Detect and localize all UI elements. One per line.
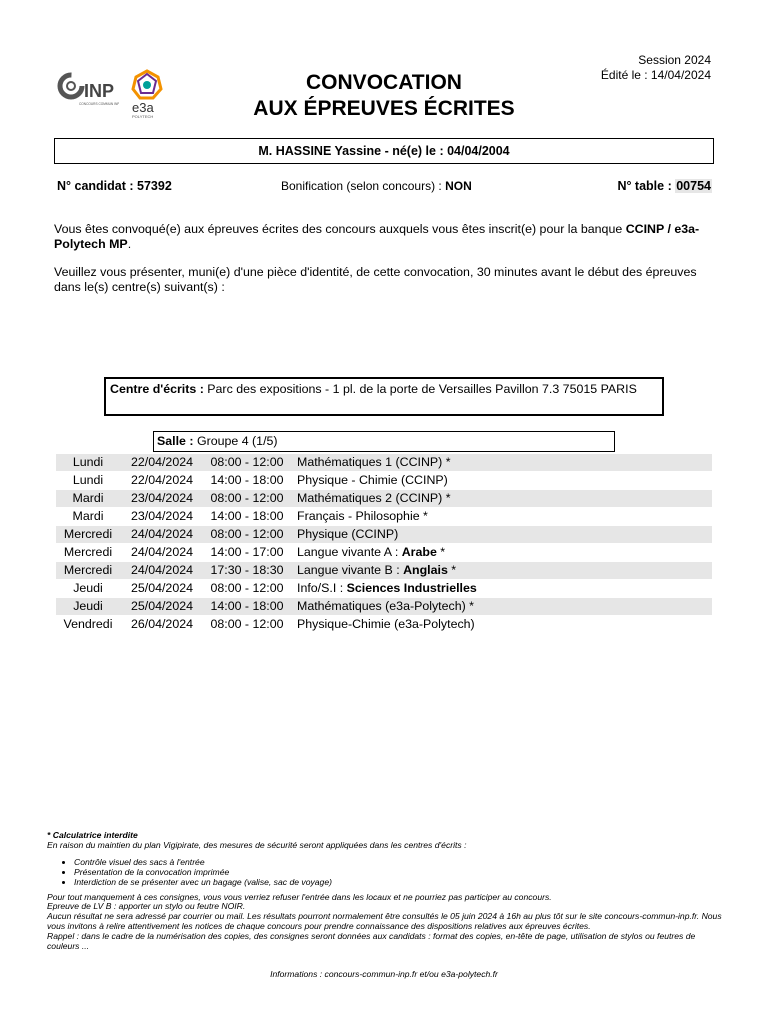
exam-subject-text: Mathématiques (e3a-Polytech) * xyxy=(297,599,474,613)
exam-subject-text: Langue vivante B : xyxy=(297,563,404,577)
page-title xyxy=(200,70,568,122)
exam-subject xyxy=(297,616,475,633)
lvb-note: Epreuve de LV B : apporter un stylo ou feutre NOIR. xyxy=(47,901,246,912)
intro-text: Vous êtes convoqué(e) aux épreuves écrites des concours auxquels vous êtes inscrit(e) pour la banque xyxy=(54,222,626,236)
exam-day: Vendredi xyxy=(63,617,113,631)
exam-time: 17:30 - 18:30 xyxy=(210,563,284,577)
exam-schedule xyxy=(56,454,712,634)
exam-date: 24/04/2024 xyxy=(130,563,193,577)
exam-time: 14:00 - 18:00 xyxy=(210,473,284,487)
room-value: Groupe 4 (1/5) xyxy=(196,434,278,448)
exam-subject xyxy=(297,490,451,507)
inp-logo-text: INP xyxy=(84,81,115,101)
exam-day: Jeudi xyxy=(73,581,103,595)
exam-subject-text: Physique-Chimie (e3a-Polytech) xyxy=(297,617,475,631)
table-row xyxy=(56,490,712,508)
bank-name: CCINP / e3a-Polytech MP xyxy=(54,222,700,251)
e3a-logo-text: e3a xyxy=(132,100,154,115)
exam-subject xyxy=(297,508,428,525)
session-label: Session 2024 xyxy=(638,53,711,67)
footer-info: Informations : concours-commun-inp.fr et/ou e3a-polytech.fr xyxy=(270,969,498,979)
table-number-value: 00754 xyxy=(676,179,711,193)
intro-end: . xyxy=(127,237,132,251)
exam-day: Mercredi xyxy=(63,545,113,559)
exam-date: 23/04/2024 xyxy=(130,491,193,505)
exam-subject xyxy=(297,454,451,471)
room-box xyxy=(153,431,615,452)
table-row xyxy=(56,454,712,472)
table-row xyxy=(56,580,712,598)
title-line-2: AUX ÉPREUVES ÉCRITES xyxy=(253,97,515,120)
exam-subject-text: Mathématiques 2 (CCINP) * xyxy=(297,491,451,505)
table-row xyxy=(56,562,712,580)
candidate-number-value: 57392 xyxy=(137,179,172,193)
exam-subject-emphasis: Anglais xyxy=(403,563,448,577)
exam-date: 22/04/2024 xyxy=(130,455,193,469)
vigipirate-note: En raison du maintien du plan Vigipirate, des mesures de sécurité seront appliquées dans les centres d'écrits : xyxy=(47,839,467,850)
table-row xyxy=(56,616,712,634)
exam-subject-text: Mathématiques 1 (CCINP) * xyxy=(297,455,451,469)
reminder-note: Rappel : dans le cadre de la numérisation des copies, des consignes seront données aux candidats : format des copies, en-tête de page, utilisation de stylos ou feutres de couleurs ... xyxy=(47,930,696,951)
exam-date: 25/04/2024 xyxy=(130,581,193,595)
inp-logo-subtext: CONCOURS COMMUN INP xyxy=(79,102,119,106)
title-line-1: CONVOCATION xyxy=(306,71,462,94)
ccinp-logo xyxy=(57,70,119,118)
exam-subject-text: Physique - Chimie (CCINP) xyxy=(297,473,448,487)
candidate-info-row xyxy=(57,179,712,197)
exam-day: Jeudi xyxy=(73,599,103,613)
exam-day: Mardi xyxy=(72,491,104,505)
room-label: Salle : xyxy=(157,434,197,448)
exam-time: 08:00 - 12:00 xyxy=(210,455,284,469)
security-list xyxy=(74,857,727,887)
table-number-label: N° table : xyxy=(617,179,676,193)
table-row xyxy=(56,526,712,544)
exam-day: Lundi xyxy=(72,473,104,487)
list-item: • Présentation de la convocation imprimée xyxy=(74,867,727,877)
exam-date: 26/04/2024 xyxy=(130,617,193,631)
e3a-polytech-logo xyxy=(128,68,166,120)
intro-paragraph-1 xyxy=(54,222,714,252)
e3a-logo-subtext: POLYTECH xyxy=(132,114,154,119)
exam-time: 08:00 - 12:00 xyxy=(210,581,284,595)
session-info xyxy=(601,53,711,83)
refusal-note: Pour tout manquement à ces consignes, vous vous verriez refuser l'entrée dans les locaux et ne pourriez pas participer au concours. xyxy=(47,891,552,902)
exam-day: Mercredi xyxy=(63,527,113,541)
exam-subject-text: Langue vivante A : xyxy=(297,545,402,559)
exam-subject-text: Français - Philosophie * xyxy=(297,509,428,523)
table-row xyxy=(56,472,712,490)
exam-subject-text: Physique (CCINP) xyxy=(297,527,399,541)
edited-date: Édité le : 14/04/2024 xyxy=(600,68,711,82)
bonus-info xyxy=(281,179,472,193)
candidate-name-box: M. HASSINE Yassine - né(e) le : 04/04/2004 xyxy=(54,138,714,164)
results-note: Aucun résultat ne sera adressé par courrier ou mail. Les résultats pourront normalement être consultés le 05 juin 2024 à 16h au plus tôt sur le site concours-commun-inp.fr. Nous vous invitons à relire attentivement les notices de chaque concours pour prendre connaissance des dispositions relatives aux épreuves écrites. xyxy=(47,911,722,931)
table-row xyxy=(56,508,712,526)
exam-subject xyxy=(297,544,445,561)
list-item: • Interdiction de se présenter avec un bagage (valise, sac de voyage) xyxy=(74,877,727,887)
table-row xyxy=(56,544,712,562)
exam-time: 08:00 - 12:00 xyxy=(210,527,284,541)
exam-date: 23/04/2024 xyxy=(130,509,193,523)
candidate-number-label: N° candidat : xyxy=(57,179,138,193)
table-row xyxy=(56,598,712,616)
list-item: • Contrôle visuel des sacs à l'entrée xyxy=(74,857,727,867)
exam-time: 08:00 - 12:00 xyxy=(210,491,284,505)
exam-subject-suffix: * xyxy=(436,545,446,559)
exam-subject xyxy=(297,526,398,543)
centre-label: Centre d'écrits : xyxy=(110,382,208,396)
exam-subject-suffix: * xyxy=(447,563,457,577)
bonus-label: Bonification (selon concours) : xyxy=(281,179,446,193)
exam-subject-emphasis: Sciences Industrielles xyxy=(346,581,477,595)
notes-section xyxy=(47,831,727,951)
exam-subject-text: Info/S.I : xyxy=(297,581,347,595)
exam-time: 14:00 - 17:00 xyxy=(210,545,284,559)
exam-subject xyxy=(297,472,448,489)
exam-date: 24/04/2024 xyxy=(130,545,193,559)
exam-subject xyxy=(297,580,477,597)
exam-subject-emphasis: Arabe xyxy=(401,545,437,559)
exam-centre-box xyxy=(104,377,664,416)
exam-time: 14:00 - 18:00 xyxy=(210,599,284,613)
table-number xyxy=(617,179,712,193)
candidate-number xyxy=(57,179,172,193)
exam-subject xyxy=(297,562,456,579)
exam-date: 22/04/2024 xyxy=(130,473,193,487)
bonus-value: NON xyxy=(445,179,472,193)
exam-day: Lundi xyxy=(72,455,104,469)
exam-day: Mercredi xyxy=(63,563,113,577)
exam-date: 25/04/2024 xyxy=(130,599,193,613)
exam-day: Mardi xyxy=(72,509,104,523)
exam-subject xyxy=(297,598,474,615)
calculator-note: * Calculatrice interdite xyxy=(47,830,138,840)
exam-time: 08:00 - 12:00 xyxy=(210,617,284,631)
intro-paragraph-2: Veuillez vous présenter, muni(e) d'une pièce d'identité, de cette convocation, 30 minutes avant le début des épreuves dans le(s) centre(s) suivant(s) : xyxy=(54,265,697,294)
exam-date: 24/04/2024 xyxy=(130,527,193,541)
centre-address: Parc des expositions - 1 pl. de la porte de Versailles Pavillon 7.3 75015 PARIS xyxy=(207,382,637,396)
exam-time: 14:00 - 18:00 xyxy=(210,509,284,523)
